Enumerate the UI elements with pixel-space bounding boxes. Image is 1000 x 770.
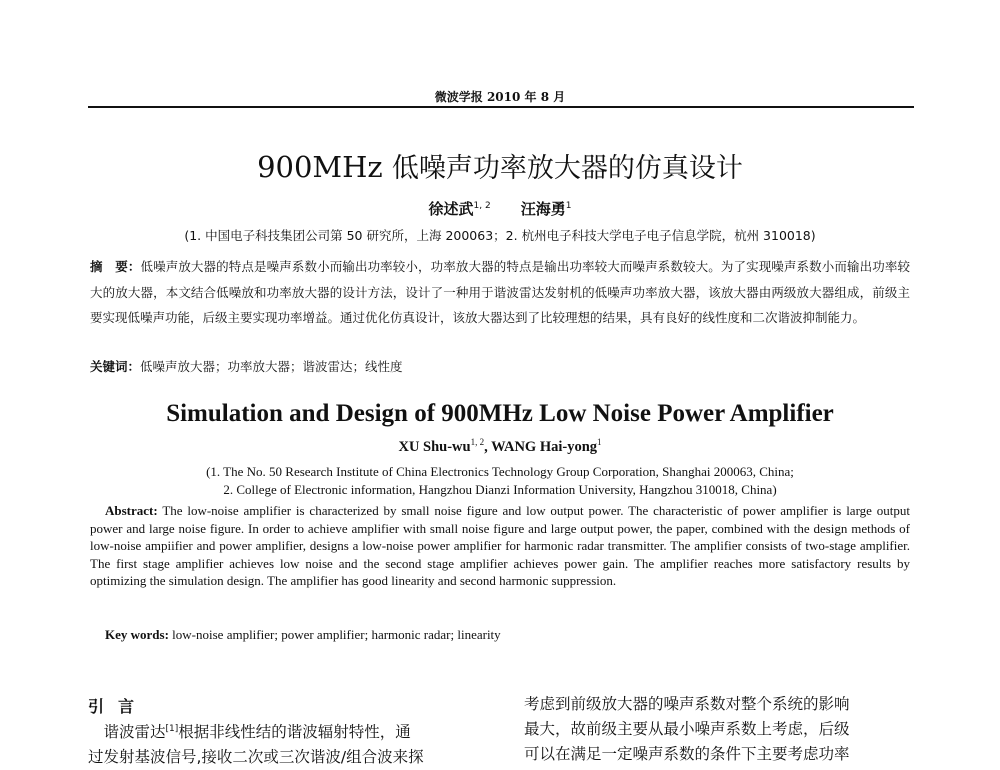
en-authors [0, 437, 1000, 456]
en-keywords-text: low-noise amplifier; power amplifier; harmonic radar; linearity [168, 627, 501, 642]
cn-keywords-text: 低噪声放大器；功率放大器；谐波雷达；线性度 [140, 359, 403, 374]
text-line: 考虑到前级放大器的噪声系数对整个系统的影响 [524, 695, 850, 713]
citation: [1] [165, 724, 179, 734]
en-author-sup: 1, 2 [470, 437, 485, 447]
cn-affiliation: (1. 中国电子科技集团公司第 50 研究所，上海 200063；2. 杭州电子科技大学电子电子信息学院，杭州 310018) [184, 228, 816, 243]
cn-author: 徐述武 [428, 200, 474, 218]
en-author: XU Shu-wu [398, 438, 471, 455]
en-affiliation-1: (1. The No. 50 Research Institute of China Electronics Technology Group Corporation, Shanghai 200063, China; [206, 464, 794, 479]
en-keywords-label: Key words: [105, 627, 169, 642]
cn-keywords [90, 357, 403, 375]
text-line: 过发射基波信号,接收二次或三次谐波/组合波来探 [88, 748, 424, 767]
header-rule [88, 106, 914, 108]
en-abstract-text: The low-noise amplifier is characterized by small noise figure and low output power. The characteristic of power amplifier is large output power and large noise figure. In order to achieve amplifier with small noise figure and large output power, the paper, combined with the design methods of low-noise ampiifier and power amplifier, designs a low-noise power amplifier for harmonic radar transmitter. The amplifier consists of two-stage amplifier. The first stage amplifier achieves low noise and the second stage amplifier achieves power gain. The amplifier reaches more satisfactory results by optimizing the simulation design. The amplifier has good linearity and second harmonic suppression. [90, 503, 910, 589]
en-abstract-label: Abstract: [105, 503, 158, 518]
text-line [88, 717, 488, 745]
cn-abstract-label: 摘 要： [90, 259, 141, 274]
right-column-text [524, 692, 914, 767]
running-header: 微波学报 2010 年 8 月 [434, 90, 566, 104]
cn-author: 汪海勇 [520, 200, 566, 218]
en-keywords [105, 627, 501, 643]
section-heading-intro: 引言 [88, 697, 149, 716]
cn-abstract-text: 低噪声放大器的特点是噪声系数小而输出功率较小，功率放大器的特点是输出功率较大而噪声系数较大。为了实现噪声系数小而输出功率较大的放大器，本文结合低噪放和功率放大器的设计方法，设计了一种用于谐波雷达发射机的低噪声功率放大器，该放大器由两级放大器组成，前级主要实现低噪声功能，后级主要实现功率增益。通过优化仿真设计，该放大器达到了比较理想的结果，具有良好的线性度和二次谐波抑制能力。 [90, 259, 910, 325]
text-line: 可以在满足一定噪声系数的条件下主要考虑功率 [524, 745, 850, 763]
text-span: 谐波雷达 [88, 723, 166, 742]
cn-title [0, 146, 1000, 185]
en-title: Simulation and Design of 900MHz Low Noise Power Amplifier [166, 400, 834, 427]
en-affiliation-2: 2. College of Electronic information, Hangzhou Dianzi Information University, Hangzhou 310018, China) [223, 482, 777, 497]
cn-keywords-label: 关键词： [90, 359, 141, 374]
en-author-sup: 1 [597, 437, 602, 447]
cn-title-num: 900MHz [257, 150, 392, 184]
text-span: 根据非线性结的谐波辐射特性，通 [178, 723, 411, 742]
cn-author-sup: 1 [565, 201, 572, 211]
en-author: , WANG Hai-yong [484, 438, 598, 455]
cn-authors [0, 198, 1000, 219]
cn-title-text: 低噪声功率放大器的仿真设计 [391, 153, 743, 184]
cn-author-sup: 1, 2 [473, 201, 491, 211]
left-column-text [88, 717, 488, 770]
cn-abstract [90, 254, 910, 331]
en-abstract [90, 502, 910, 590]
text-line: 最大，故前级主要从最小噪声系数上考虑，后级 [524, 720, 850, 738]
